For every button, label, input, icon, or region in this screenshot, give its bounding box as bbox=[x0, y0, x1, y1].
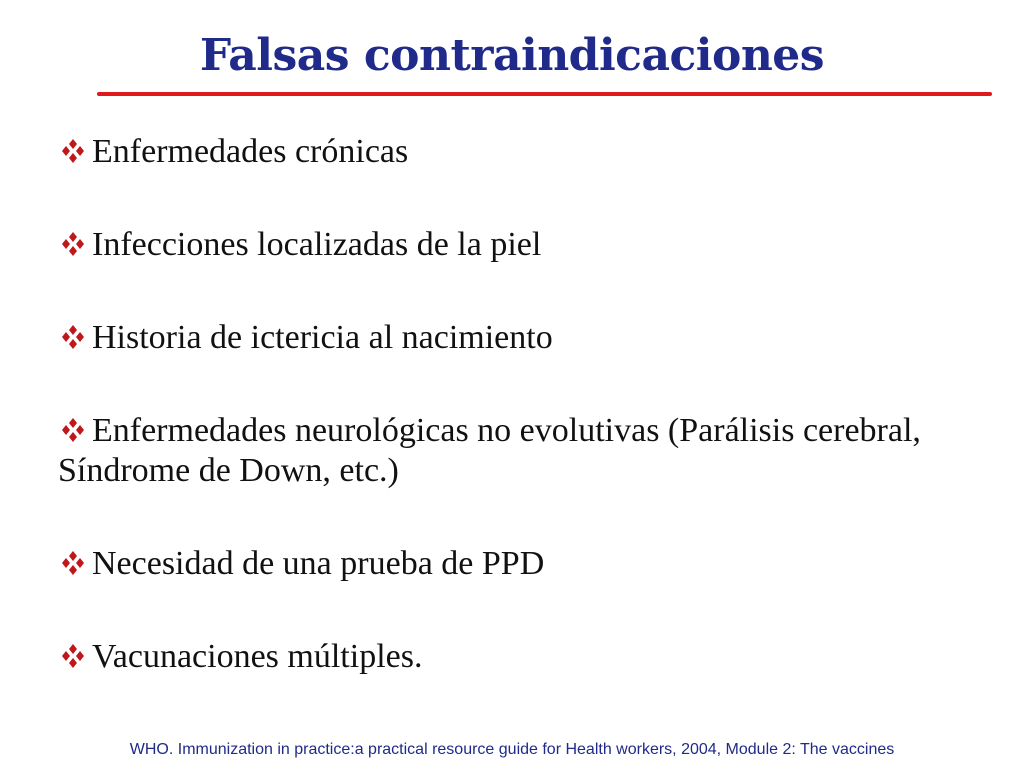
slide-title: Falsas contraindicaciones bbox=[199, 30, 825, 81]
bullet-text: Historia de ictericia al nacimiento bbox=[92, 319, 553, 356]
bullet-list bbox=[58, 132, 978, 677]
bullet-item bbox=[58, 411, 978, 491]
bullet-text: Enfermedades neurológicas no evolutivas (Parálisis cerebral, Síndrome de Down, etc.) bbox=[58, 412, 921, 489]
bullet-text: Enfermedades crónicas bbox=[92, 133, 409, 170]
bullet-text: Infecciones localizadas de la piel bbox=[92, 226, 542, 263]
diamond-quad-icon bbox=[58, 138, 88, 164]
diamond-quad-icon bbox=[58, 550, 88, 576]
diamond-quad-icon bbox=[58, 417, 88, 443]
bullet-item bbox=[58, 318, 978, 358]
bullet-item bbox=[58, 132, 978, 172]
bullet-text: Vacunaciones múltiples. bbox=[92, 638, 423, 675]
diamond-quad-icon bbox=[58, 643, 88, 669]
bullet-item bbox=[58, 225, 978, 265]
title-underline bbox=[97, 92, 992, 96]
bullet-text: Necesidad de una prueba de PPD bbox=[92, 545, 545, 582]
diamond-quad-icon bbox=[58, 324, 88, 350]
bullet-item bbox=[58, 637, 978, 677]
bullet-item bbox=[58, 544, 978, 584]
diamond-quad-icon bbox=[58, 231, 88, 257]
source-citation: WHO. Immunization in practice:a practical resource guide for Health workers, 2004, Module 2: The vaccines bbox=[129, 741, 895, 758]
